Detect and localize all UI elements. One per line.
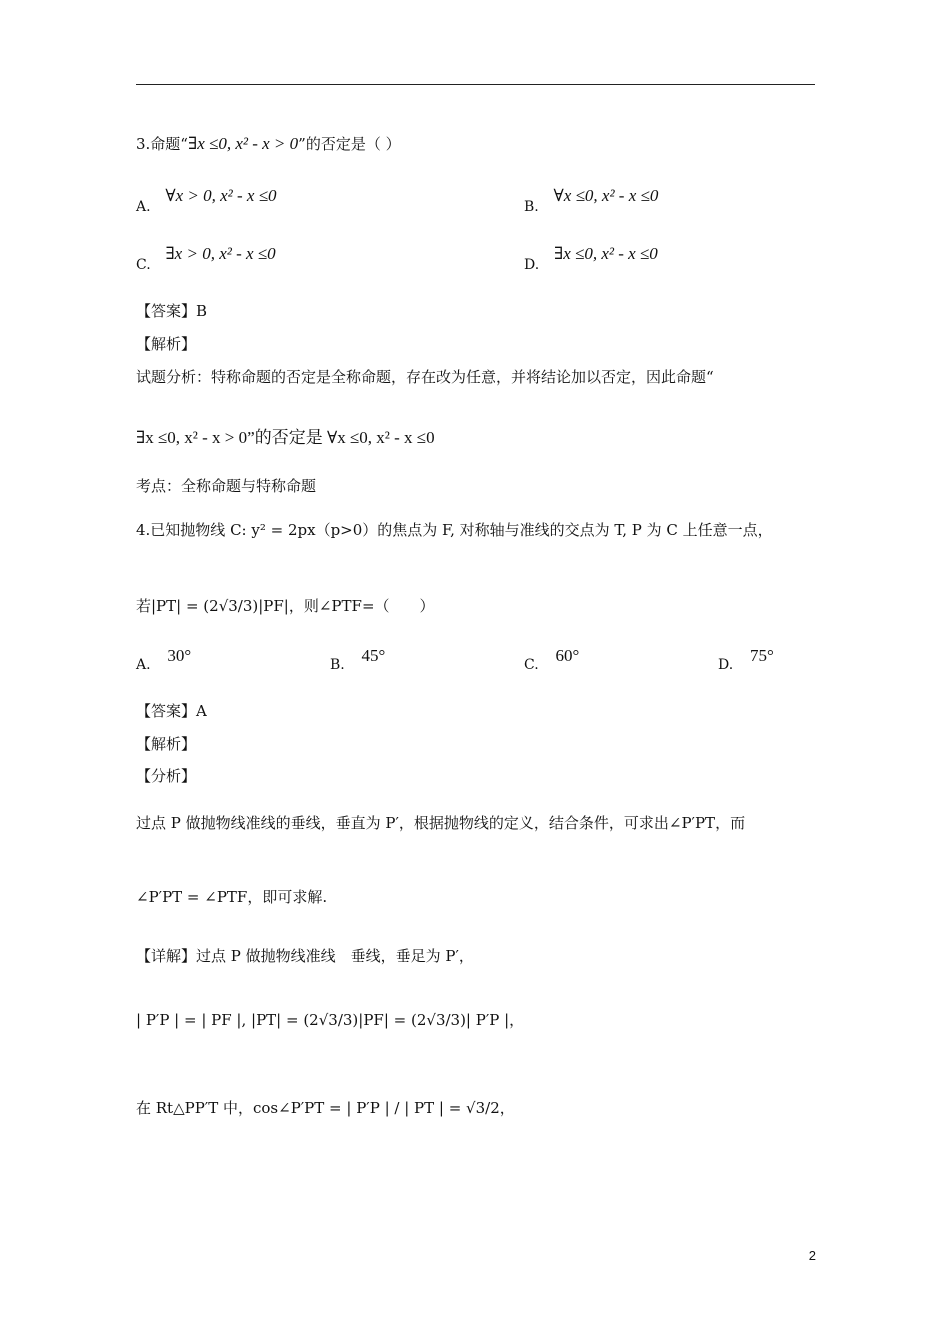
- q4-fenxi-title: 【分析】: [136, 767, 197, 785]
- q3-stem: [136, 134, 401, 154]
- q4-analysis-title: 【解析】: [136, 735, 197, 753]
- q4-detail-line3: 在 Rt△PP′T 中，cos∠P′PT = | P′P | / | PT | = √3/2，: [136, 1099, 515, 1117]
- header-rule: [136, 84, 815, 85]
- q4-answer: 【答案】A: [136, 702, 207, 720]
- q3-analysis-title: 【解析】: [136, 335, 197, 353]
- q3-stem-prefix: 3.命题“: [136, 135, 188, 153]
- q3-stem-formula: ∃x ≤0, x² - x > 0: [187, 134, 299, 153]
- q4-fenxi-line1: 过点 P 做抛物线准线的垂线，垂直为 P′，根据抛物线的定义，结合条件，可求出∠P′PT，而: [136, 814, 746, 832]
- q4-stem-line1: 4.已知抛物线 C: y² = 2px（p>0）的焦点为 F, 对称轴与准线的交点为 T, P 为 C 上任意一点，: [136, 521, 773, 539]
- q4-stem-line2: 若|PT| = (2√3/3)|PF|，则∠PTF=（ ）: [136, 597, 435, 615]
- q4-option-c: C. 60°: [524, 646, 580, 673]
- q3-option-c: C. ∃x > 0, x² - x ≤0: [136, 244, 276, 273]
- q4-detail-line2: | P′P | = | PF |, |PT| = (2√3/3)|PF| = (2√3/3)| P′P |，: [136, 1011, 525, 1029]
- q3-answer: 【答案】B: [136, 302, 208, 320]
- q4-detail-line1: 【详解】过点 P 做抛物线准线 垂线，垂足为 P′，: [136, 947, 474, 965]
- q4-fenxi-line2: ∠P′PT = ∠PTF，即可求解.: [136, 888, 328, 906]
- q3-analysis-line2: ∃x ≤0, x² - x > 0”的否定是 ∀x ≤0, x² - x ≤0: [136, 428, 435, 447]
- q3-option-d: D. ∃x ≤0, x² - x ≤0: [524, 244, 658, 273]
- q3-kaodian: 考点：全称命题与特称命题: [136, 477, 317, 495]
- q3-stem-suffix: ”的否定是（ ）: [298, 135, 401, 153]
- q4-option-b: B. 45°: [330, 646, 386, 673]
- q3-analysis-line1: 试题分析：特称命题的否定是全称命题，存在改为任意，并将结论加以否定，因此命题“: [136, 368, 714, 386]
- q4-option-d: D. 75°: [718, 646, 774, 673]
- q3-option-b: B. ∀x ≤0, x² - x ≤0: [524, 186, 659, 215]
- q3-option-a: A. ∀x > 0, x² - x ≤0: [136, 186, 277, 215]
- q4-option-a: A. 30°: [136, 646, 192, 673]
- page-number: 2: [808, 1248, 816, 1263]
